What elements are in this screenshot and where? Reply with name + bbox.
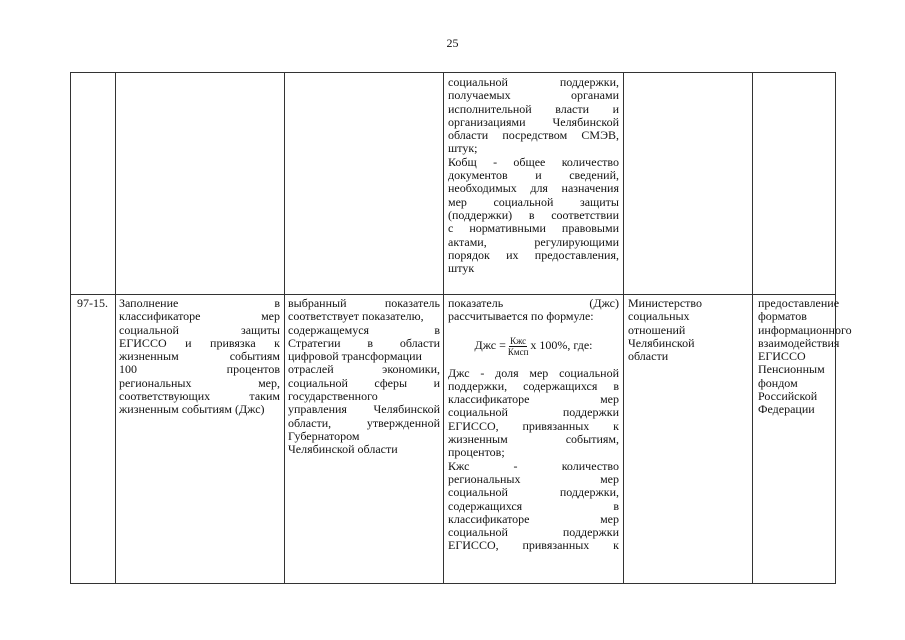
text-line: социальной поддержки [448,405,619,420]
text-line: социальной защиты [119,322,280,337]
text-line: цифровой трансформации [288,349,422,364]
text-line: Пенсионным [758,362,825,377]
indicator-table [70,72,852,584]
text-line: ЕГИССО, привязанных к [448,418,619,433]
calculation-method-cell [448,297,619,553]
text-line: фондом [758,375,798,390]
table-row-divider [71,294,835,295]
text-line: социальной сферы и [288,375,440,390]
text-line: показатель (Джс) [448,296,619,310]
text-line: (поддержки) в соответствии [448,207,619,222]
text-line: предоставление [758,296,840,310]
text-line: ЕГИССО, привязанных к [448,538,619,553]
formula-fraction [508,336,529,357]
text-line: исполнительной власти и [448,101,619,116]
text-line: порядок их предоставления, [448,247,619,262]
text-line: региональных мер, [119,375,280,390]
text-line: поддержки, содержащихся в [448,378,619,393]
table-column-divider [752,73,753,583]
indicator-name-cell [119,297,280,417]
table-column-divider [443,73,444,583]
page-number: 25 [446,36,459,50]
text-line: классификаторе мер [448,511,619,526]
text-line: Челябинской области [288,442,398,457]
table-column-divider [623,73,624,583]
text-line: Министерство [628,296,702,310]
text-line: документов и сведений, [448,168,619,183]
text-line: актами, регулирующими [448,234,619,249]
text-line: с нормативными правовыми [448,221,619,236]
text-line: Заполнение в [119,296,280,310]
text-line: отношений [628,322,686,337]
text-line: социальной поддержки [448,525,619,540]
text-line: жизненным событиям (Джс) [119,402,265,417]
text-line: классификаторе мер [119,309,280,324]
text-line: ЕГИССО [758,349,806,364]
text-line: Кжс - количество [448,458,619,473]
text-line: области, утвержденной [288,415,440,430]
text-line: отраслей экономики, [288,362,440,377]
text-line: содержащихся в [448,498,619,513]
formula [448,336,619,357]
data-source-cell [758,296,852,417]
text-line: государственного [288,389,378,404]
text-line: жизненным событиям, [448,432,619,447]
text-line: социальных [628,309,690,324]
continued-method-cell [448,76,619,275]
text-line: мер социальной защиты [448,194,619,209]
text-line: процентов; [448,445,505,460]
text-line: рассчитывается по формуле: [448,309,594,324]
text-line: взаимодействия [758,335,840,350]
text-line: области посредством СМЭВ, [448,128,619,143]
text-line: Губернатором [288,428,360,443]
text-line: Стратегии в области [288,335,440,350]
row-number: 97-15. [77,296,108,310]
table-column-divider [115,73,116,583]
formula-denominator: Кмсп [507,346,529,357]
table-column-divider [284,73,285,583]
text-line: выбранный показатель [288,296,440,310]
text-line: жизненным событиям [119,349,280,364]
text-line: области [628,349,669,364]
formula-numerator: Кжс [510,335,527,346]
source-cell [288,297,440,457]
text-line: региональных мер [448,471,619,486]
text-line: социальной поддержки, [448,485,619,500]
text-line: Федерации [758,402,815,417]
text-line: организациями Челябинской [448,114,619,129]
text-line: социальной поддержки, [448,75,619,89]
text-line: Кобщ - общее количество [448,154,619,169]
text-line: соответствующих таким [119,389,280,404]
text-line: получаемых органами [448,88,619,103]
formula-lhs: Джс = [474,338,506,353]
text-line: соответствует показателю, [288,309,424,324]
formula-rhs: х 100%, где: [530,338,593,353]
text-line: форматов [758,309,807,324]
text-line: штук [448,261,475,276]
text-line: ЕГИССО и привязка к [119,335,280,350]
text-line: необходимых для назначения [448,181,619,196]
text-line: управления Челябинской [288,402,440,417]
text-line: штук; [448,141,478,156]
text-line: Джс - доля мер социальной [448,365,619,380]
text-line: содержащемуся в [288,322,440,337]
text-line: Российской [758,389,818,404]
text-line: информационного [758,322,852,337]
text-line: классификаторе мер [448,392,619,407]
responsible-authority-cell [628,297,748,363]
text-line: 100 процентов [119,362,280,377]
text-line: Челябинской [628,335,695,350]
